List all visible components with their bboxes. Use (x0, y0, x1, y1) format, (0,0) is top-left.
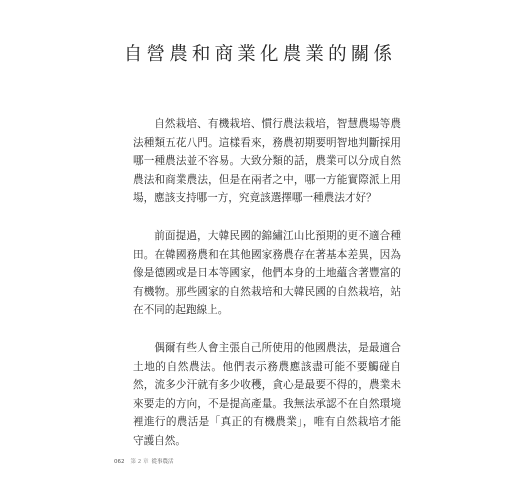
page-number: 062 (114, 459, 125, 465)
chapter-label: 第 2 章 (130, 459, 149, 465)
paragraph-3: 偶爾有些人會主張自己所使用的他國農法，是最適合土地的自然農法。他們表示務農應該盡可能不要觸碰自然，流多少汗就有多少收穫，貪心是最要不得的，農業未來要走的方向，不是提高產量。我無法承認不在自然環境裡進行的農活是「真正的有機農業」，唯有自然栽培才能守護自然。 (133, 341, 401, 447)
paragraph-1: 自然栽培、有機栽培、慣行農法栽培，智慧農場等農法種類五花八門。這樣看來，務農初期要明智地判斷採用哪一種農法並不容易。大致分類的話，農業可以分成自然農法和商業農法，但是在兩者之中，哪一方能實際派上用場，應該支持哪一方，究竟該選擇哪一種農法才好？ (133, 118, 401, 205)
paragraph-2: 前面提過，大韓民國的錦繡江山比預期的更不適合種田。在韓國務農和在其他國家務農存在著基本差異，因為像是德國或是日本等國家，他們本身的土地蘊含著豐富的有機物。那些國家的自然栽培和大韓民國的自然栽培，站在不同的起跑線上。 (133, 229, 401, 317)
page-footer (114, 457, 180, 465)
body-text (130, 115, 401, 470)
page-title: 自營農和商業化農業的關係 (123, 44, 397, 65)
section-label: 從事農活 (151, 459, 174, 465)
